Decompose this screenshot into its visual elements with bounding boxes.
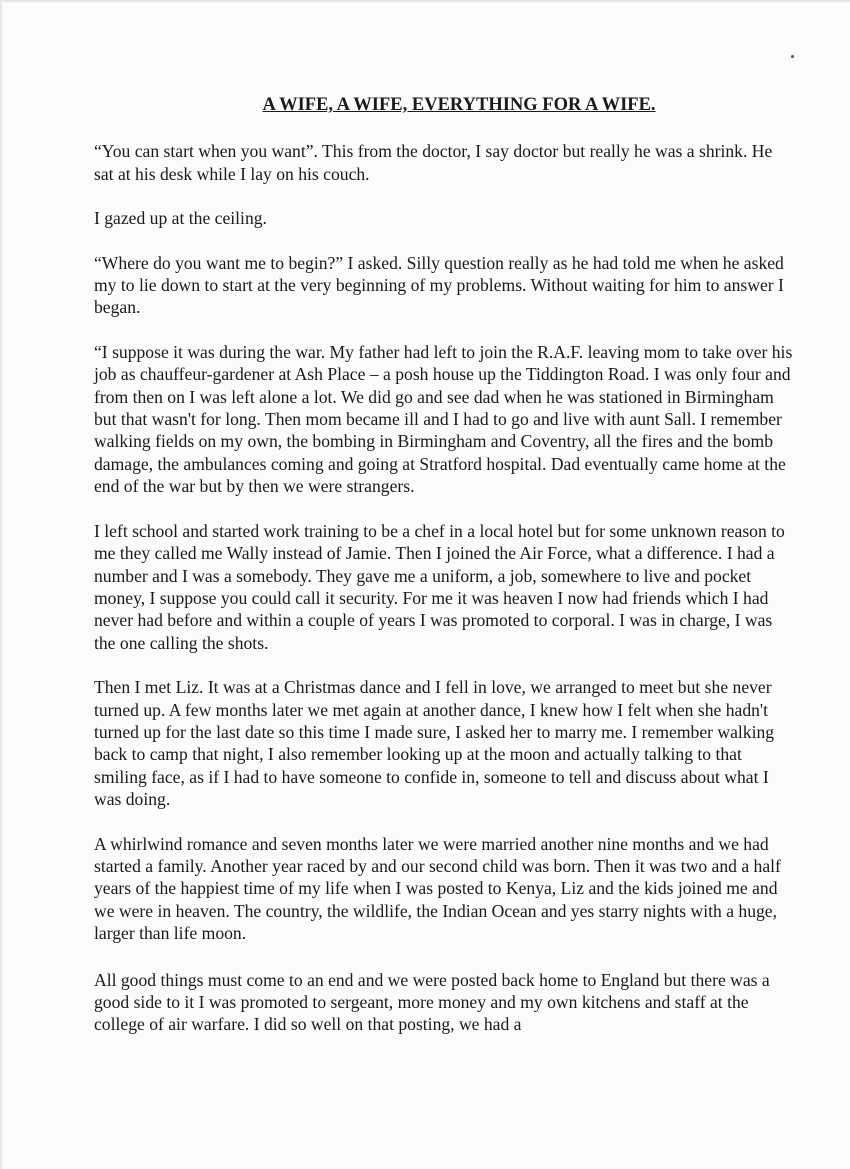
paragraph-2: I gazed up at the ceiling. (94, 208, 267, 229)
paragraph-1: “You can start when you want”. This from the doctor, I say doctor but really he was a shrink. He sat at his desk while I lay on his couch. (94, 141, 773, 184)
paragraph-4: “I suppose it was during the war. My father had left to join the R.A.F. leaving mom to take over his job as chauffeur-gardener at Ash Place – a posh house up the Tiddington Road. I was only four and from then on I was left alone a lot. We did go and see dad when he was stationed in Birmingham but that wasn't for long. Then mom became ill and I had to go and live with aunt Sall. I remember walking fields on my own, the bombing in Birmingham and Coventry, all the fires and the bomb damage, the ambulances coming and going at Stratford hospital. Dad eventually came home at the end of the war but by then we were strangers. (94, 341, 793, 497)
scan-speck (791, 55, 794, 58)
paragraph-6: Then I met Liz. It was at a Christmas dance and I fell in love, we arranged to meet but she never turned up. A few months later we met again at another dance, I knew how I felt when she hadn't turned up for the last date so this time I made sure, I asked her to marry me. I remember walking back to camp that night, I also remember looking up at the moon and actually talking to that smiling face, as if I had to have someone to confide in, someone to tell and discuss about what I was doing. (94, 677, 775, 810)
document-title: A WIFE, A WIFE, EVERYTHING FOR A WIFE. (262, 95, 656, 115)
paragraph-8: All good things must come to an end and we were posted back home to England but there was a good side to it I was promoted to sergeant, more money and my own kitchens and staff at the college of air warfare. I did so well on that posting, we had a (94, 969, 770, 1035)
paragraph-5: I left school and started work training to be a chef in a local hotel but for some unknown reason to me they called me Wally instead of Jamie. Then I joined the Air Force, what a difference. I had a number and I was a somebody. They gave me a uniform, a job, somewhere to live and pocket money, I suppose you could call it security. For me it was heaven I now had friends which I had never had before and within a couple of years I was promoted to corporal. I was in charge, I was the one calling the shots. (94, 520, 785, 653)
page-edge-shadow-top (0, 0, 850, 3)
document-body (94, 94, 794, 1058)
page-edge-shadow-left (0, 0, 3, 1169)
paragraph-3: “Where do you want me to begin?” I asked. Silly question really as he had told me when he asked my to lie down to start at the very beginning of my problems. Without waiting for him to answer I began. (94, 252, 784, 318)
paragraph-7: A whirlwind romance and seven months later we were married another nine months and we had started a family. Another year raced by and our second child was born. Then it was two and a half years of the happiest time of my life when I was posted to Kenya, Liz and the kids joined me and we were in heaven. The country, the wildlife, the Indian Ocean and yes starry nights with a huge, larger than life moon. (94, 833, 781, 944)
